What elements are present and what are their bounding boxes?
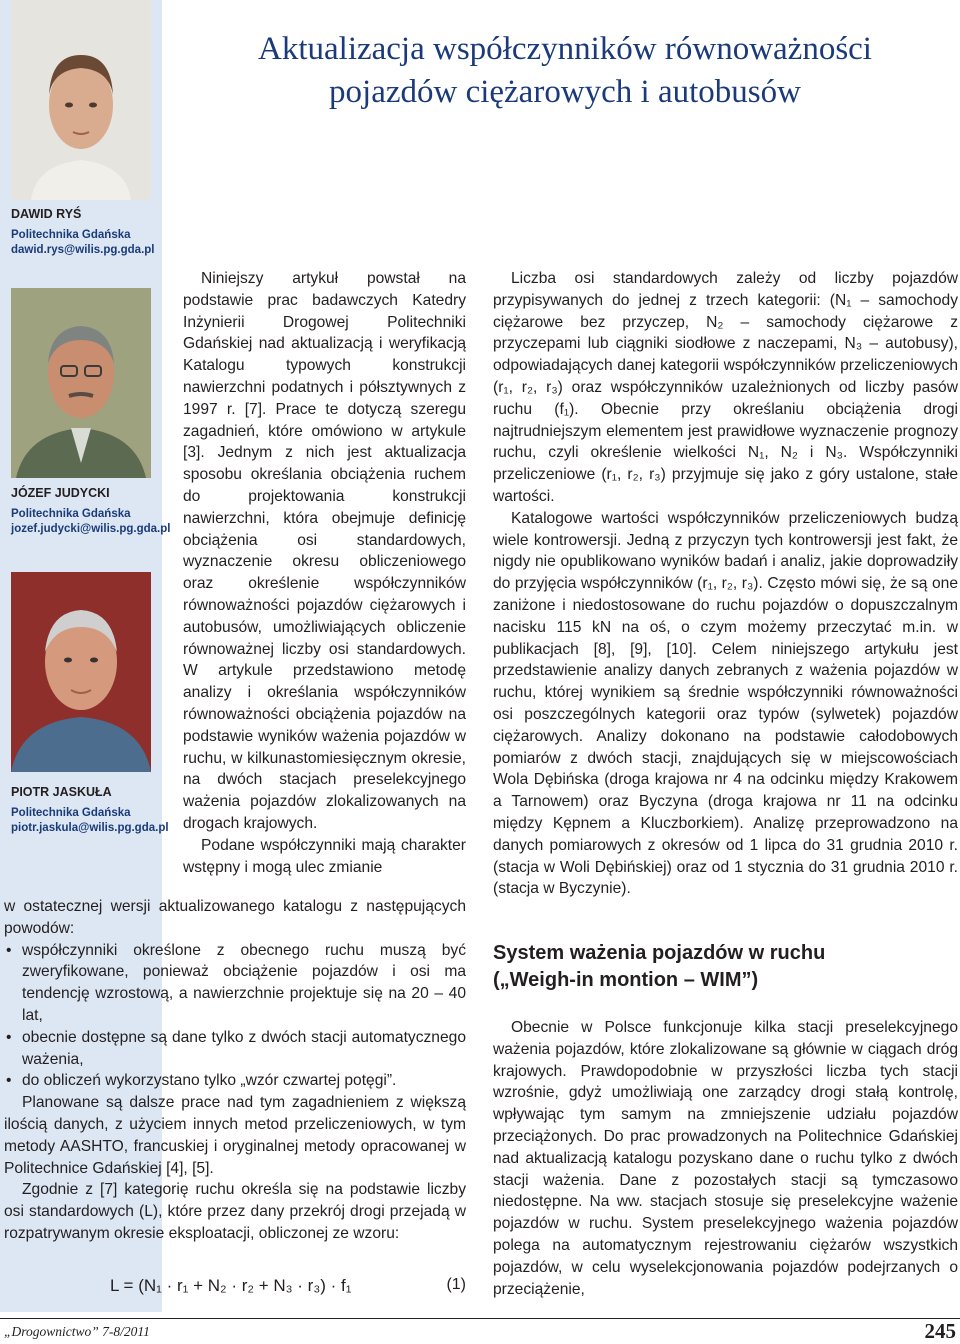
paragraph-wim-stations: Obecnie w Polsce funkcjonuje kilka stacji preselekcyjnego ważenia pojazdów, które zlokalizowane są głównie w ciągach dróg krajowych. Prawdopodobnie w przyszłości liczba tych stacji wzrośnie, gdyż umożliwiają one zarządcy drogi stałą kontrolę, wpływając tym samym na zmniejszenie udziału pojazdów przeciążonych. Do prac prowadzonych na Politechnice Gdańskiej nad aktualizacją katalogu pozyskano dane o ruchu tylko z dwóch stacji ważenia. Dane z pozostałych stacji są tymczasowo niedostępne. Na ww. stacjach stosuje się preselekcyjne ważenie pojazdów w ruchu. System preselekcyjnego ważenia pojazdów polega na automatycznym rejestrowaniu ciężarów wszystkich pojazdów, w celu wyselekcjonowania pojazdów podejrzanych o przeciążenie, [493, 1019, 958, 1298]
author-email: jozef.judycki@wilis.pg.gda.pl [11, 523, 171, 535]
author-photo-rys [11, 0, 151, 200]
paragraph-reasons-start: Podane współczynniki mają charakter wstępny i mogą ulec zmianie [183, 836, 466, 876]
paragraph-controversies: Katalogowe wartości współczynników przeliczeniowych budzą wiele kontrowersji. Jedną z przyczyn tych kontrowersji jest fakt, że nigdy nie opublikowano wyników badań i analiz, jakie doprowadziły do przyjęcia współczynników (r₁, r₂, r₃). Często mówi się, że są one zaniżone i niedostosowane do ruchu pojazdów o dopuszczalnym nacisku 115 kN na oś, o czym możemy przeczytać m.in. w publikacjach [8], [9], [10]. Celem niniejszego artykułu jest przedstawienie analizy danych zebranych z ważenia pojazdów w ruchu, której wynikiem są średnie współczynniki równoważności osi poszczególnych kategorii oraz typów (sylwetek) pojazdów ciężarowych. Analizy dokonano na podstawie całodobowych pomiarów z dwóch stacji, znajdujących się w miejscowościach Wola Dębińska (droga krajowa nr 4 na odcinku między Krakowem a Tarnowem) oraz Byczyna (droga krajowa nr 11 na odcinku między Kępnem a Kluczborkiem). Analizę przeprowadzono na danych pomiarowych z okresów od 1 lipca do 31 grudnia 2010 r. (stacja w Woli Dębińskiej) oraz od 1 stycznia do 31 grudnia 2010 r. (stacja w Byczynie). [493, 509, 958, 898]
paragraph-formula-intro: Zgodnie z [7] kategorię ruchu określa się na podstawie liczby osi standardowych (L), które przez dany przekrój drogi przejadą w rozpatrywanym okresie eksploatacji, obliczonej ze wzoru: [4, 1181, 466, 1242]
footer-rule [0, 1318, 960, 1319]
author-block-rys [11, 207, 159, 258]
article-title-line2: pojazdów ciężarowych i autobusów [329, 74, 801, 110]
author-block-judycki [11, 486, 171, 537]
article-title [170, 28, 960, 114]
intro-column-upper [183, 268, 466, 878]
list-item: • obecnie dostępne są dane tylko z dwóch stacji automatycznego ważenia, [4, 1027, 466, 1071]
author-email: piotr.jaskula@wilis.pg.gda.pl [11, 822, 169, 834]
body-column-right-lower [493, 1017, 958, 1300]
author-affiliation: Politechnika Gdańska [11, 229, 131, 241]
section-heading-line2: („Weigh-in montion – WIM”) [493, 969, 759, 991]
paragraph-further-work: Planowane są dalsze prace nad tym zagadnieniem z większą ilością danych, z użyciem innych metod przeliczeniowych, w tym metody AASHTO, francuskiej i oryginalnej metody opracowanej w Politechnice Gdańskiej [4], [5]. [4, 1094, 466, 1177]
author-affiliation: Politechnika Gdańska [11, 807, 131, 819]
section-heading-wim [493, 940, 958, 994]
author-photo-jaskula [11, 572, 151, 772]
journal-name: „Drogownictwo” 7-8/2011 [4, 1324, 150, 1339]
author-block-jaskula [11, 785, 169, 836]
author-affiliation: Politechnika Gdańska [11, 508, 131, 520]
equation-number: (1) [446, 1276, 466, 1293]
page-footer [0, 1318, 960, 1341]
paragraph-standard-axles: Liczba osi standardowych zależy od liczby pojazdów przypisywanych do jednej z trzech kategorii: (N₁ – samochody ciężarowe bez przyczep, N₂ – samochody ciężarowe z przyczepami lub ciągniki siodłowe z naczepami, N₃ – autobusy), odpowiadających danej kategorii współczynników przeliczeniowych (r₁, r₂, r₃) oraz współczynników uzależnionych od liczby pasów ruchu (f₁). Obecnie przy określaniu obciążenia drogi najtrudniejszym elementem jest prawidłowe wyznaczenie prognozy ruchu, czyli określenie wielkości N₁, N₂ i N₃. Współczynniki przeliczeniowe (r₁, r₂, r₃) przyjmuje się jako z góry ustalone, stałe wartości. [493, 270, 958, 505]
author-name: PIOTR JASKUŁA [11, 785, 112, 799]
intro-paragraph: Niniejszy artykuł powstał na podstawie prac badawczych Katedry Inżynierii Drogowej Politechniki Gdańskiej nad aktualizacją i weryfikacją Katalogu typowych konstrukcji nawierzchni podatnych i półsztywnych z 1997 r. [7]. Prace te dotyczą szeregu zagadnień, które omówiono w artykule [3]. Jednym z nich jest aktualizacja sposobu określania obciążenia ruchem do projektowania konstrukcji nawierzchni, która obejmuje definicję obciążenia osi standardowych, wyznaczenie okresu obliczeniowego oraz określenie współczynników równoważności pojazdów ciężarowych i autobusów, umożliwiających obliczenie równoważnej liczby osi standardowych. W artykule przedstawiono metodę analizy i określania współczynników równoważności obciążenia pojazdów na podstawie wyników ważenia pojazdów w ruchu, w kilkunastomiesięcznym okresie, na dwóch stacjach preselekcyjnego ważenia pojazdów zlokalizowanych na drogach krajowych. [183, 270, 466, 832]
author-email: dawid.rys@wilis.pg.gda.pl [11, 244, 155, 256]
author-name: DAWID RYŚ [11, 207, 82, 221]
list-item: • do obliczeń wykorzystano tylko „wzór czwartej potęgi”. [4, 1070, 466, 1092]
body-column-right [493, 268, 958, 900]
body-column-left [4, 896, 466, 1245]
paragraph-reasons-cont: w ostatecznej wersji aktualizowanego katalogu z następujących powodów: [4, 898, 466, 937]
author-name: JÓZEF JUDYCKI [11, 486, 110, 500]
equation-formula: L = (N₁ · r₁ + N₂ · r₂ + N₃ · r₃) · f₁ [110, 1276, 352, 1295]
reasons-list [4, 940, 466, 1093]
page-number: 245 [924, 1319, 956, 1343]
equation-1 [0, 1276, 466, 1302]
article-title-line1: Aktualizacja współczynników równoważności [258, 31, 872, 67]
section-heading-line1: System ważenia pojazdów w ruchu [493, 942, 826, 964]
list-item: • współczynniki określone z obecnego ruchu muszą być zweryfikowane, ponieważ obciążenie pojazdów i osi ma tendencję wzrostową, a nawierzchnie projektuje się na 20 – 40 lat, [4, 940, 466, 1027]
author-photo-judycki [11, 288, 151, 478]
